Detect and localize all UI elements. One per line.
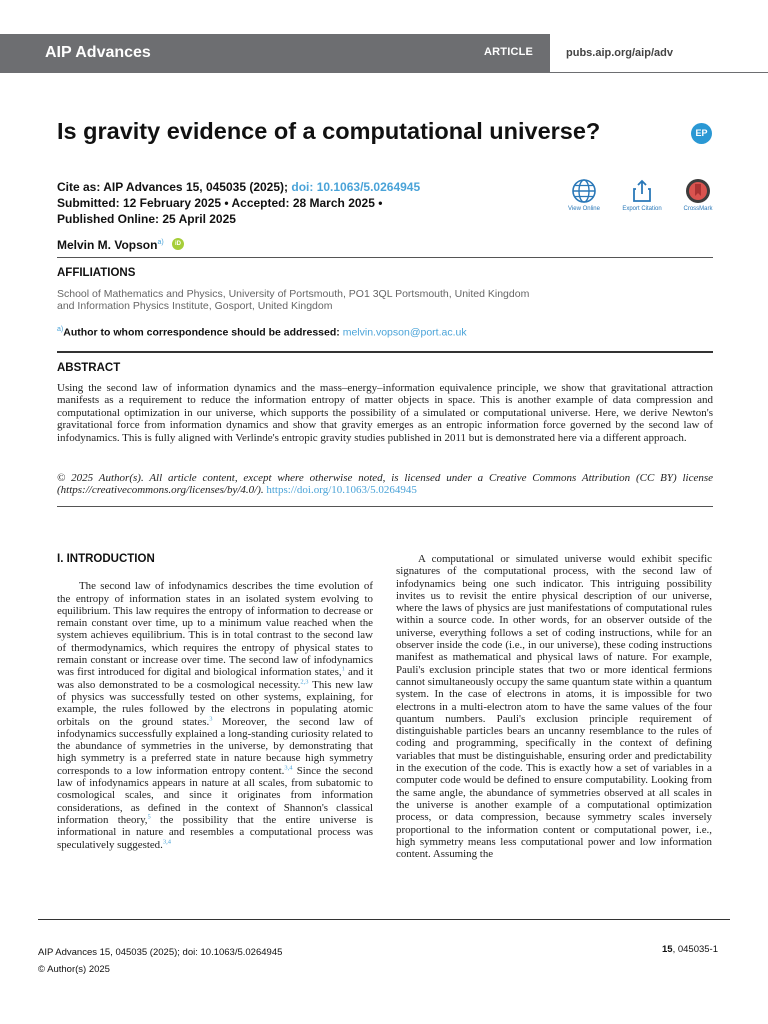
published-date: Published Online: 25 April 2025 (57, 212, 236, 226)
export-icon (629, 178, 655, 204)
abstract-heading: ABSTRACT (57, 362, 121, 374)
reference-link[interactable]: 2,3 (300, 678, 309, 686)
journal-url[interactable]: pubs.aip.org/aip/adv (566, 47, 673, 59)
reference-link[interactable]: 3,4 (162, 837, 171, 845)
body-paragraph: A computational or simulated universe would exhibit specific signatures of the computational process, with the second law of infodynamics being one such indicator. This intriguing possibility invites us to revisit the entire physical description of our universe, where the laws of physics are just manifestations of computational rules within a source code. In other words, for an observer outside of the universe, everything follows a set of coding instructions, while for an observer inside the code (i.e., in our universe), these coding instructions manifest as mathematical and physical laws of nature. For example, Pauli's exclusion principle states that two or more identical fermions cannot simultaneously occupy the same quantum state within a quantum system. In the case of electrons in atoms, it is impossible for two electrons in a multi-electron atom to have the same values of the four quantum numbers. Pauli's exclusion principle requirement of distinguishable particles bears an uncanny resemblance to the rules of coding and programming, specifically in the context of defining variables that must be distinguishable, ensuring order and predictability in the execution of the code. This is exactly how a set of variables in a computer code would be defined to ensure computability. Looking from the same angle, the abundance of symmetries observed at all scales in the universe is another example of a computational optimization process, or data compression, because symmetry scales inversely proportional to the information content or computational power, i.e., high symmetry means less computational power and low information content. Assuming the (396, 553, 712, 861)
author-name[interactable]: Melvin M. Vopson$^{a)}$ (57, 238, 164, 252)
footer-journal-line: AIP Advances 15, 045035 (2025); doi: 10.1063/5.0264945 (38, 947, 283, 958)
divider (57, 257, 713, 258)
footer-page-number: 15, 045035-1 (661, 944, 718, 955)
globe-icon (571, 178, 597, 204)
doi-link[interactable]: doi: 10.1063/5.0264945 (291, 180, 421, 194)
body-column-right (396, 553, 712, 860)
submission-dates: Submitted: 12 February 2025 • Accepted: 28 March 2025 • (57, 196, 383, 210)
crossmark-button[interactable] (668, 178, 728, 212)
correspondence-line: $^{a)}$Author to whom correspondence should be addressed: melvin.vopson@port.ac.uk (57, 326, 467, 339)
cite-prefix: Cite as: AIP Advances 15, 045035 (2025); (57, 180, 289, 194)
body-paragraph: The second law of infodynamics describes the time evolution of the entropy of information states in an isolated system evolving to equilibrium. This law requires the entropy of information to decrease or remain constant over time, up to a minimum value reached when the system achieves equilibrium. This is in total contrast to the second law of thermodynamics, which requires the entropy of physical states to remain constant or increase over time. The second law of infodynamics was first introduced for digital and biological information states,$^1$ and it was also demonstrated to be a cosmological necessity.$^{2,3}$ This new law of physics was successfully tested on other systems, explaining, for example, the rules followed by the electrons in populating atomic orbitals on the ground states.$^3$ Moreover, the second law of infodynamics successfully explained a long-standing curiosity related to the abundance of symmetries in the universe, by demonstrating that high symmetry is a preferred state in nature because high symmetry corresponds to a low information entropy content.$^{3,4}$ Since the second law of infodynamics appears in nature at all scales, from subatomic to cosmological scales, and since it originates from information considerations, as defined in the context of Shannon's classical information theory,$^5$ the possibility that the entire universe is informational in nature and resembles a computational process was speculatively suggested.$^{3,4}$ (57, 580, 374, 851)
footer-citation (38, 944, 282, 978)
view-online-button[interactable] (554, 178, 614, 212)
editors-pick-badge[interactable]: EP (691, 123, 712, 144)
journal-url-box[interactable] (549, 34, 768, 73)
export-citation-button[interactable] (612, 178, 672, 212)
reference-link[interactable]: 1 (341, 665, 345, 673)
affiliations-heading: AFFILIATIONS (57, 267, 136, 279)
orcid-icon[interactable]: iD (172, 238, 184, 250)
article-title: Is gravity evidence of a computational universe? (57, 118, 601, 144)
divider (57, 351, 713, 353)
body-column-left (57, 553, 373, 851)
author-affil-sup: a) (157, 239, 164, 246)
article-type-label: ARTICLE (484, 46, 534, 58)
license-text: © 2025 Author(s). All article content, except where otherwise noted, is licensed under a Creative Commons Attribution (CC BY) license (https://creativecommons.org/licenses/by/4.0/). https://doi.org/10.1063/5.0264945 (57, 472, 713, 497)
citation-block (57, 179, 420, 227)
journal-name[interactable]: AIP Advances (45, 44, 151, 61)
reference-link[interactable]: 3,4 (284, 764, 293, 772)
author-email-link[interactable]: melvin.vopson@port.ac.uk (342, 326, 467, 339)
reference-link[interactable]: 3 (209, 714, 213, 722)
doi-url-link[interactable]: https://doi.org/10.1063/5.0264945 (266, 484, 417, 497)
section-heading-introduction: I. INTRODUCTION (57, 553, 155, 565)
export-citation-label: Export Citation (622, 206, 662, 212)
crossmark-label: CrossMark (683, 206, 713, 212)
crossmark-icon (685, 178, 711, 204)
footer-copyright: © Author(s) 2025 (38, 964, 110, 975)
reference-link[interactable]: 5 (147, 813, 151, 821)
divider (57, 506, 713, 507)
abstract-text: Using the second law of information dynamics and the mass–energy–information equivalence principle, we show that gravitational attraction manifests as a requirement to reduce the information entropy of matter objects in space. This is another example of data compression and computational optimization in our universe, which supports the possibility of a simulated or computational universe. Here, we derive Newton's gravitational force from information dynamics and show that gravity emerges as an entropic information force governed by the second law of infodynamics. This is fully aligned with Verlinde's entropic gravity studies published in 2011 but is demonstrated here via a different approach. (57, 382, 713, 444)
footer-divider (38, 919, 730, 920)
view-online-label: View Online (568, 206, 600, 212)
affiliations-text: School of Mathematics and Physics, University of Portsmouth, PO1 3QL Portsmouth, United Kingdom and Information Physics Institute, Gosport, United Kingdom (57, 288, 530, 312)
